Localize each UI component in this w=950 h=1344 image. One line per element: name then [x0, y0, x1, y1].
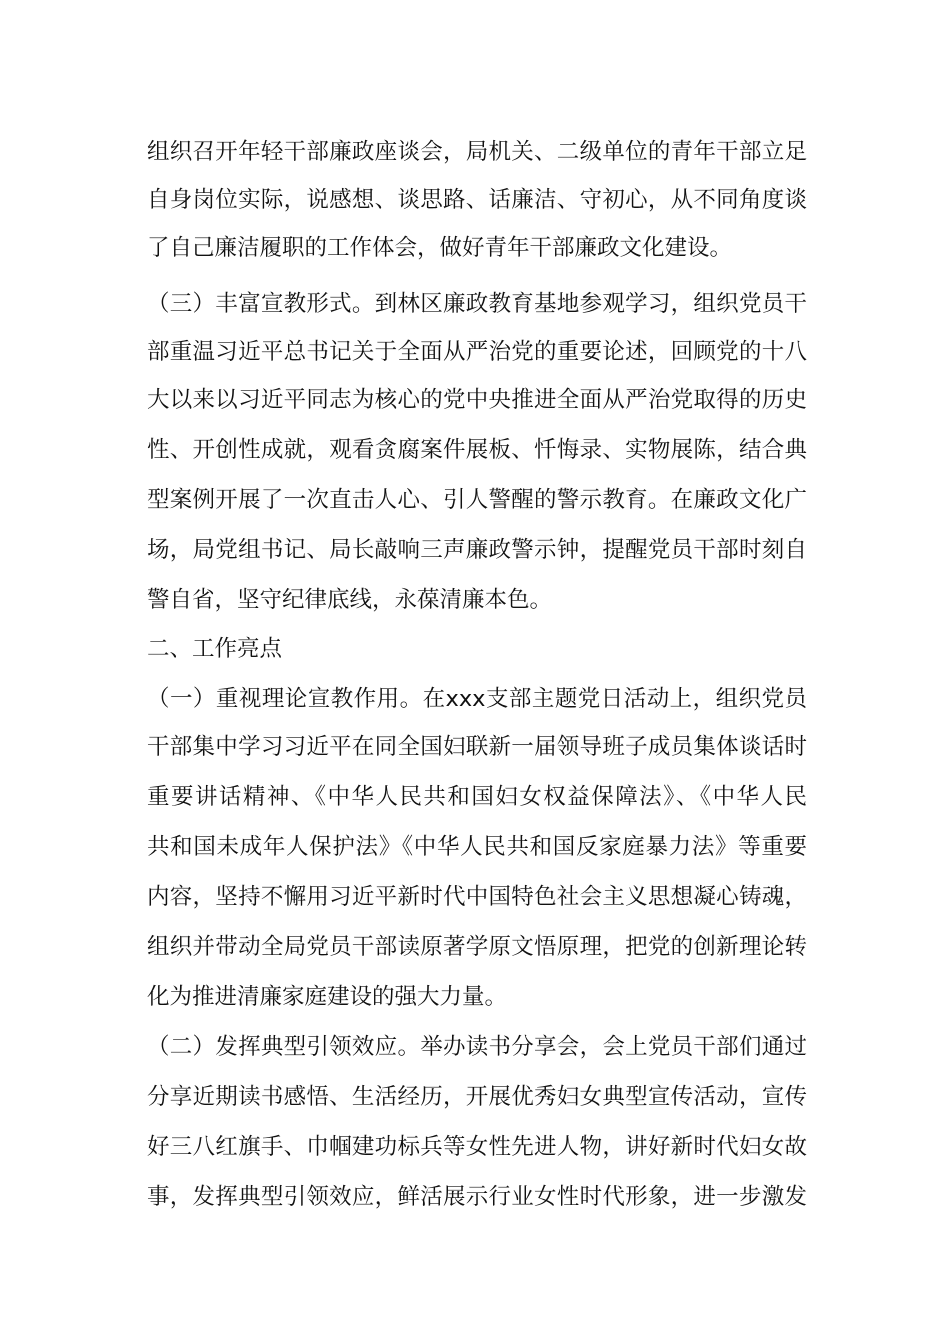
- text-line: 警自省，坚守纪律底线，永葆清廉本色。: [147, 587, 553, 613]
- text-line: 共和国未成年人保护法》《中华人民共和国反家庭暴力法》等重要: [147, 834, 807, 860]
- text-line: 干部集中学习习近平在同全国妇联新一届领导班子成员集体谈话时: [147, 734, 807, 760]
- text-line: 组织并带动全局党员干部读原著学原文悟原理，把党的创新理论转: [147, 934, 807, 960]
- section-heading: 二、工作亮点: [147, 636, 283, 662]
- text-line: 自身岗位实际，说感想、谈思路、话廉洁、守初心，从不同角度谈: [147, 187, 807, 213]
- text-line: （一）重视理论宣教作用。在xxx支部主题党日活动上，组织党员: [147, 686, 807, 712]
- text-line: 性、开创性成就，观看贪腐案件展板、忏悔录、实物展陈，结合典: [147, 437, 807, 463]
- text-line: 内容，坚持不懈用习近平新时代中国特色社会主义思想凝心铸魂，: [147, 884, 807, 910]
- text-line: 大以来以习近平同志为核心的党中央推进全面从严治党取得的历史: [147, 387, 807, 413]
- text-line: 组织召开年轻干部廉政座谈会，局机关、二级单位的青年干部立足: [147, 139, 807, 165]
- text-line: 分享近期读书感悟、生活经历，开展优秀妇女典型宣传活动，宣传: [147, 1084, 807, 1110]
- text-line: （三）丰富宣教形式。到林区廉政教育基地参观学习，组织党员干: [147, 291, 807, 317]
- text-line: 重要讲话精神、《中华人民共和国妇女权益保障法》、《中华人民: [147, 784, 807, 810]
- text-line: 部重温习近平总书记关于全面从严治党的重要论述，回顾党的十八: [147, 339, 807, 365]
- text-line: 型案例开展了一次直击人心、引人警醒的警示教育。在廉政文化广: [147, 487, 807, 513]
- text-line: 化为推进清廉家庭建设的强大力量。: [147, 984, 508, 1010]
- text-line: 场，局党组书记、局长敲响三声廉政警示钟，提醒党员干部时刻自: [147, 537, 807, 563]
- text-line: 了自己廉洁履职的工作体会，做好青年干部廉政文化建设。: [147, 235, 733, 261]
- text-line: （二）发挥典型引领效应。举办读书分享会，会上党员干部们通过: [147, 1034, 807, 1060]
- text-line: 好三八红旗手、巾帼建功标兵等女性先进人物，讲好新时代妇女故: [147, 1134, 807, 1160]
- text-line: 事，发挥典型引领效应，鲜活展示行业女性时代形象，进一步激发: [147, 1184, 807, 1210]
